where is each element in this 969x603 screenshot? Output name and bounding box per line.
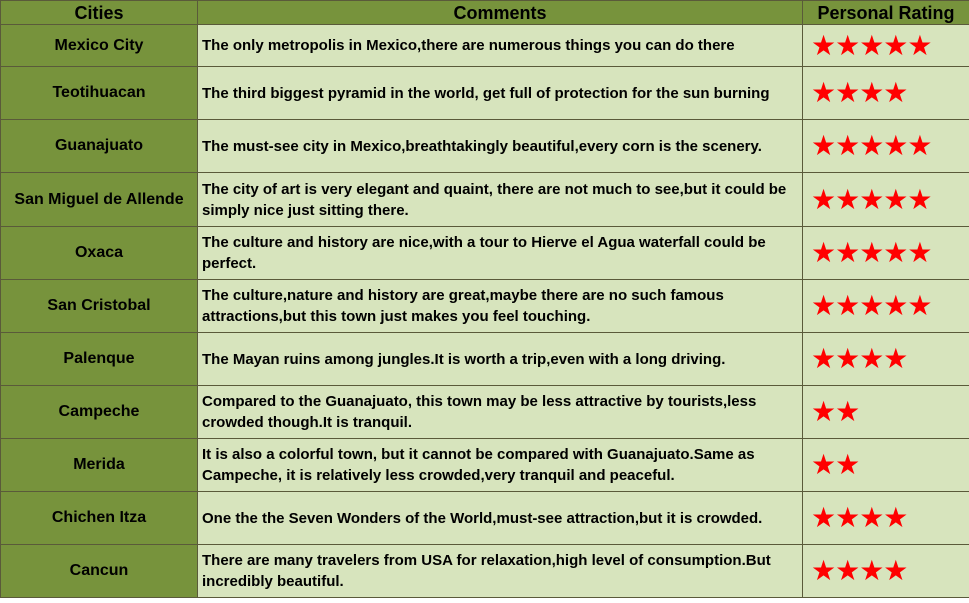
- city-cell: San Miguel de Allende: [1, 173, 198, 227]
- header-cities: Cities: [1, 1, 198, 25]
- comment-cell: There are many travelers from USA for relaxation,high level of consumption.But incredibly beautiful.: [198, 545, 803, 598]
- table-row: [1, 492, 969, 545]
- star-rating-icon: ★★★★: [811, 342, 908, 375]
- star-rating-icon: ★★★★: [811, 501, 908, 534]
- rating-cell: [803, 173, 969, 227]
- rating-cell: [803, 545, 969, 598]
- comment-cell: The third biggest pyramid in the world, get full of protection for the sun burning: [198, 67, 803, 120]
- star-rating-icon: ★★★★★: [811, 28, 932, 62]
- table-row: [1, 25, 969, 67]
- city-cell: Chichen Itza: [1, 492, 198, 545]
- table-row: [1, 173, 969, 227]
- star-rating-icon: ★★★★: [811, 554, 908, 587]
- table-row: [1, 67, 969, 120]
- rating-cell: [803, 227, 969, 280]
- comment-cell: The culture and history are nice,with a tour to Hierve el Agua waterfall could be perfect.: [198, 227, 803, 280]
- rating-cell: [803, 67, 969, 120]
- city-cell: Cancun: [1, 545, 198, 598]
- rating-cell: [803, 25, 969, 67]
- rating-cell: [803, 439, 969, 492]
- rating-cell: [803, 333, 969, 386]
- table-row: [1, 227, 969, 280]
- star-rating-icon: ★★★★★: [811, 129, 932, 162]
- city-cell: Oxaca: [1, 227, 198, 280]
- comment-cell: The culture,nature and history are great,maybe there are no such famous attractions,but this town just makes you feel touching.: [198, 280, 803, 333]
- header-row: [1, 1, 969, 25]
- comment-cell: The only metropolis in Mexico,there are numerous things you can do there: [198, 25, 803, 67]
- comment-cell: The Mayan ruins among jungles.It is worth a trip,even with a long driving.: [198, 333, 803, 386]
- rating-cell: [803, 120, 969, 173]
- city-cell: Merida: [1, 439, 198, 492]
- star-rating-icon: ★★: [811, 448, 860, 481]
- comment-cell: One the the Seven Wonders of the World,must-see attraction,but it is crowded.: [198, 492, 803, 545]
- city-cell: Mexico City: [1, 25, 198, 67]
- table-row: [1, 439, 969, 492]
- comment-cell: The must-see city in Mexico,breathtakingly beautiful,every corn is the scenery.: [198, 120, 803, 173]
- star-rating-icon: ★★★★: [811, 76, 908, 109]
- star-rating-icon: ★★★★★: [811, 289, 932, 322]
- rating-cell: [803, 280, 969, 333]
- star-rating-icon: ★★★★★: [811, 182, 932, 216]
- rating-cell: [803, 386, 969, 439]
- table-row: [1, 333, 969, 386]
- table-row: [1, 120, 969, 173]
- city-cell: Guanajuato: [1, 120, 198, 173]
- table-row: [1, 545, 969, 598]
- city-cell: Teotihuacan: [1, 67, 198, 120]
- star-rating-icon: ★★: [811, 395, 860, 428]
- header-personal-rating: Personal Rating: [803, 1, 969, 25]
- comment-cell: Compared to the Guanajuato, this town may be less attractive by tourists,less crowded though.It is tranquil.: [198, 386, 803, 439]
- header-comments: Comments: [198, 1, 803, 25]
- rating-cell: [803, 492, 969, 545]
- table-row: [1, 386, 969, 439]
- city-cell: Campeche: [1, 386, 198, 439]
- city-cell: Palenque: [1, 333, 198, 386]
- comment-cell: It is also a colorful town, but it cannot be compared with Guanajuato.Same as Campeche, it is relatively less crowded,very tranquil and peaceful.: [198, 439, 803, 492]
- table-row: [1, 280, 969, 333]
- comment-cell: The city of art is very elegant and quaint, there are not much to see,but it could be simply nice just sitting there.: [198, 173, 803, 227]
- star-rating-icon: ★★★★★: [811, 236, 932, 269]
- city-cell: San Cristobal: [1, 280, 198, 333]
